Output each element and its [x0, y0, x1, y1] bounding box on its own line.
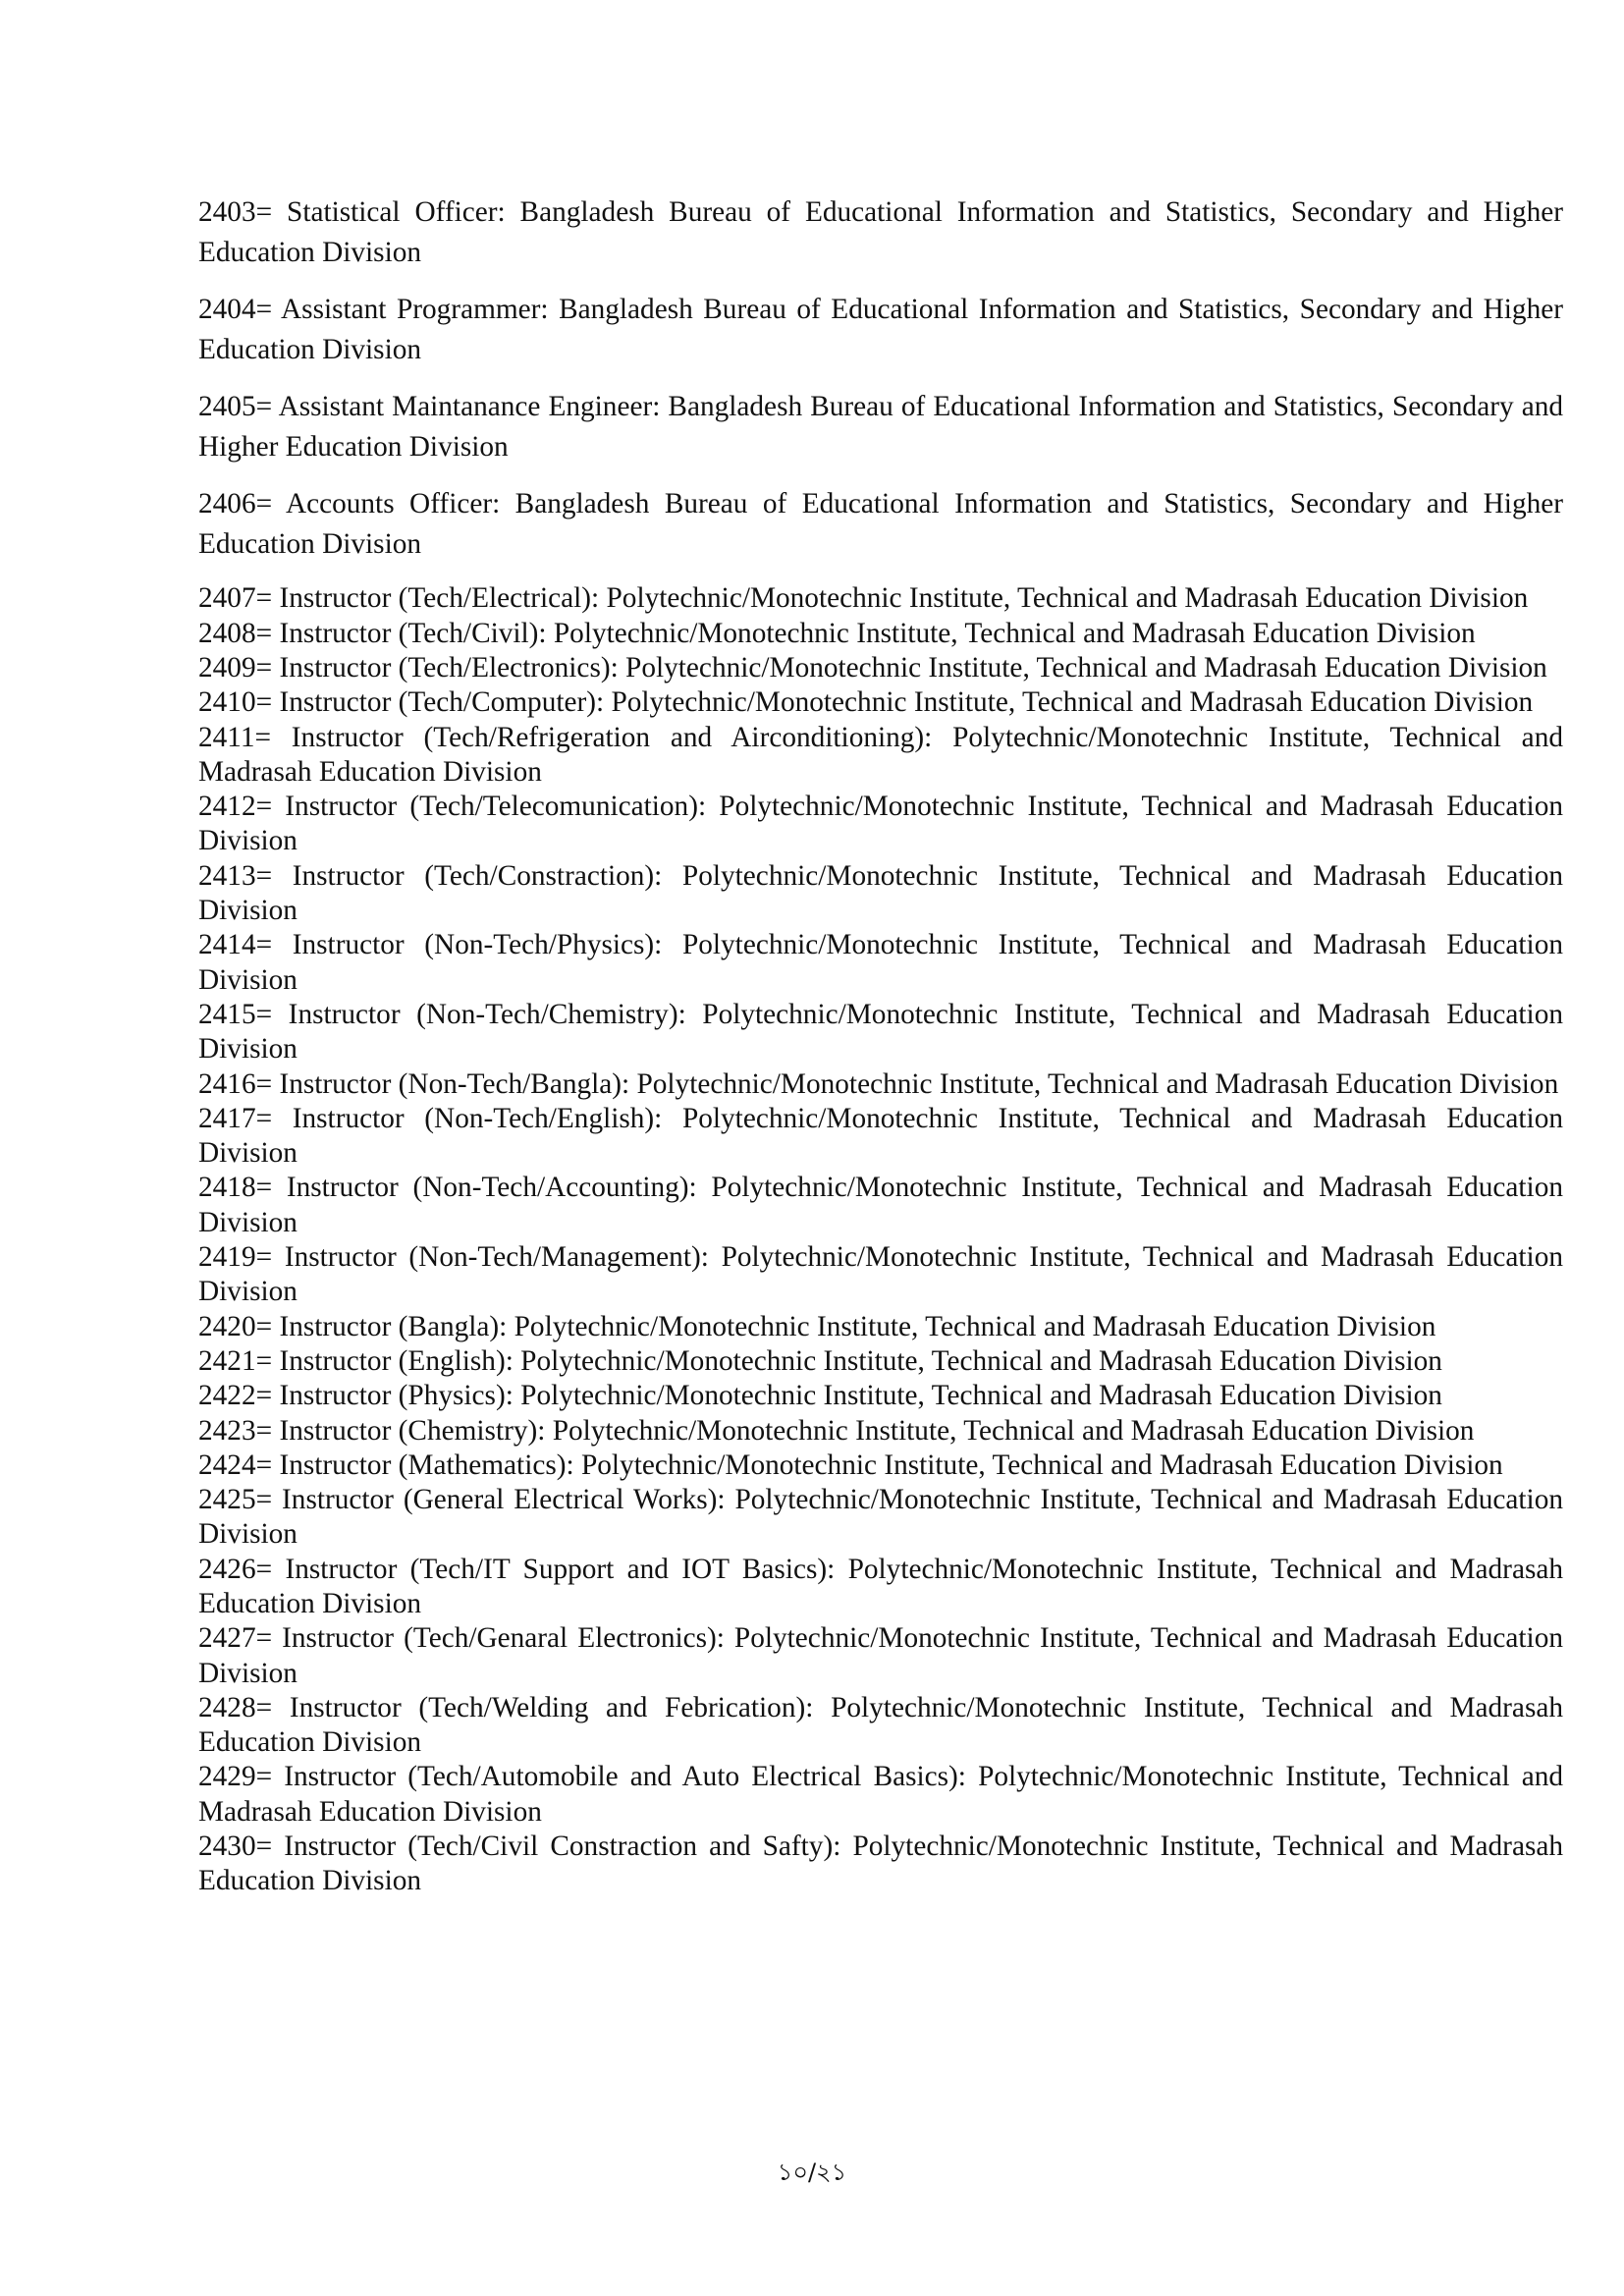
- entry-2411: 2411= Instructor (Tech/Refrigeration and Airconditioning): Polytechnic/Monotechnic Institute, Technical and Madrasah Education Division: [198, 721, 1563, 788]
- entry-2428: 2428= Instructor (Tech/Welding and Febrication): Polytechnic/Monotechnic Institute, Technical and Madrasah Education Division: [198, 1691, 1563, 1759]
- entry-2415: 2415= Instructor (Non-Tech/Chemistry): Polytechnic/Monotechnic Institute, Technical and Madrasah Education Division: [198, 998, 1563, 1066]
- entry-2421: 2421= Instructor (English): Polytechnic/Monotechnic Institute, Technical and Madrasah Education Division: [198, 1344, 1442, 1377]
- spaced-entry-list: [198, 192, 1563, 565]
- entry-2422: 2422= Instructor (Physics): Polytechnic/Monotechnic Institute, Technical and Madrasah Education Division: [198, 1380, 1442, 1412]
- entry-2410: 2410= Instructor (Tech/Computer): Polytechnic/Monotechnic Institute, Technical and Madrasah Education Division: [198, 686, 1534, 719]
- entry-2407: 2407= Instructor (Tech/Electrical): Polytechnic/Monotechnic Institute, Technical and Madrasah Education Division: [198, 582, 1529, 615]
- document-page: [198, 192, 1563, 1899]
- entry-2412: 2412= Instructor (Tech/Telecomunication): Polytechnic/Monotechnic Institute, Technical and Madrasah Education Division: [198, 791, 1563, 857]
- entry-2427: 2427= Instructor (Tech/Genaral Electronics): Polytechnic/Monotechnic Institute, Technical and Madrasah Education Division: [198, 1622, 1563, 1689]
- page-number: ১০/২১: [777, 2159, 847, 2186]
- entry-2406: 2406= Accounts Officer: Bangladesh Bureau of Educational Information and Statistics, Secondary and Higher Education Division: [198, 488, 1563, 561]
- compact-entry-list: [198, 581, 1563, 1898]
- entry-2425: 2425= Instructor (General Electrical Works): Polytechnic/Monotechnic Institute, Technical and Madrasah Education Division: [198, 1484, 1563, 1551]
- entry-2424: 2424= Instructor (Mathematics): Polytechnic/Monotechnic Institute, Technical and Madrasah Education Division: [198, 1449, 1503, 1481]
- entry-2416: 2416= Instructor (Non-Tech/Bangla): Polytechnic/Monotechnic Institute, Technical and Madrasah Education Division: [198, 1067, 1559, 1100]
- entry-2409: 2409= Instructor (Tech/Electronics): Polytechnic/Monotechnic Institute, Technical and Madrasah Education Division: [198, 651, 1547, 683]
- entry-2429: 2429= Instructor (Tech/Automobile and Auto Electrical Basics): Polytechnic/Monotechnic Institute, Technical and Madrasah Education Division: [198, 1761, 1563, 1828]
- entry-2408: 2408= Instructor (Tech/Civil): Polytechnic/Monotechnic Institute, Technical and Madrasah Education Division: [198, 617, 1476, 649]
- entry-2419: 2419= Instructor (Non-Tech/Management): Polytechnic/Monotechnic Institute, Technical and Madrasah Education Division: [198, 1241, 1563, 1308]
- entry-2403: 2403= Statistical Officer: Bangladesh Bureau of Educational Information and Statistics, Secondary and Higher Education Division: [198, 196, 1563, 268]
- entry-2418: 2418= Instructor (Non-Tech/Accounting): Polytechnic/Monotechnic Institute, Technical and Madrasah Education Division: [198, 1172, 1563, 1238]
- entry-2430: 2430= Instructor (Tech/Civil Constraction and Safty): Polytechnic/Monotechnic Institute, Technical and Madrasah Education Division: [198, 1831, 1563, 1897]
- entry-2423: 2423= Instructor (Chemistry): Polytechnic/Monotechnic Institute, Technical and Madrasah Education Division: [198, 1414, 1475, 1447]
- entry-2414: 2414= Instructor (Non-Tech/Physics): Polytechnic/Monotechnic Institute, Technical and Madrasah Education Division: [198, 929, 1563, 996]
- entry-2413: 2413= Instructor (Tech/Constraction): Polytechnic/Monotechnic Institute, Technical and Madrasah Education Division: [198, 859, 1563, 927]
- entry-2420: 2420= Instructor (Bangla): Polytechnic/Monotechnic Institute, Technical and Madrasah Education Division: [198, 1310, 1436, 1342]
- entry-2404: 2404= Assistant Programmer: Bangladesh Bureau of Educational Information and Statistics, Secondary and Higher Education Division: [198, 294, 1563, 365]
- entry-2405: 2405= Assistant Maintanance Engineer: Bangladesh Bureau of Educational Information and Statistics, Secondary and Higher Education Division: [198, 391, 1563, 463]
- entry-2426: 2426= Instructor (Tech/IT Support and IOT Basics): Polytechnic/Monotechnic Institute, Technical and Madrasah Education Division: [198, 1553, 1563, 1619]
- entry-2417: 2417= Instructor (Non-Tech/English): Polytechnic/Monotechnic Institute, Technical and Madrasah Education Division: [198, 1102, 1563, 1170]
